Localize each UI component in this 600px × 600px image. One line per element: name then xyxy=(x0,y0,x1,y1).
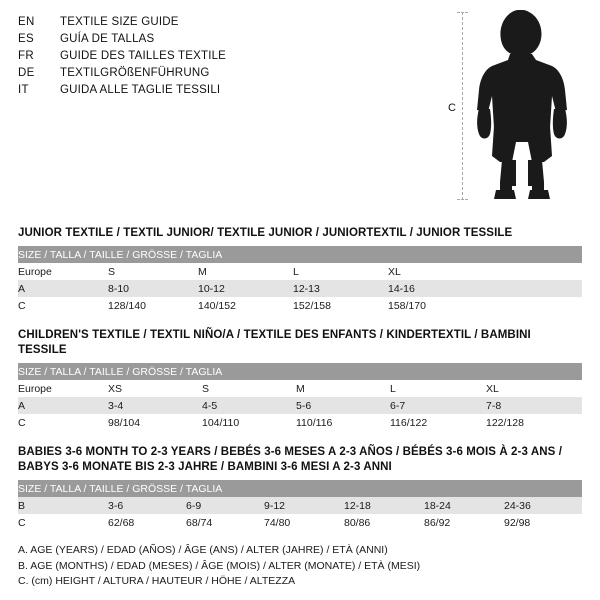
language-title: TEXTILGRÖßENFÜHRUNG xyxy=(60,67,210,79)
cell-size: XL xyxy=(388,263,483,280)
language-code: IT xyxy=(18,84,29,96)
cell-value: 5-6 xyxy=(296,397,390,414)
cell-value: 3-6 xyxy=(108,497,186,514)
cell-region-label: Europe xyxy=(18,380,108,397)
language-title: GUÍA DE TALLAS xyxy=(60,33,155,45)
language-code: ES xyxy=(18,33,34,45)
cell-size: M xyxy=(198,263,293,280)
cell-value: 98/104 xyxy=(108,414,202,431)
legend-line-a: A. AGE (YEARS) / EDAD (AÑOS) / ÂGE (ANS) / ALTER (JAHRE) / ETÀ (ANNI) xyxy=(18,544,388,556)
table-head-label: SIZE / TALLA / TAILLE / GRÖSSE / TAGLIA xyxy=(18,480,582,497)
table-row xyxy=(18,397,582,414)
section-babies xyxy=(18,445,582,531)
cell-size: L xyxy=(293,263,388,280)
height-measure-figure xyxy=(448,10,598,205)
language-title: TEXTILE SIZE GUIDE xyxy=(60,16,179,28)
section-title: JUNIOR TEXTILE / TEXTIL JUNIOR/ TEXTILE JUNIOR / JUNIORTEXTIL / JUNIOR TESSILE xyxy=(18,227,513,239)
figure-area xyxy=(428,14,582,204)
cell-value: 116/122 xyxy=(390,414,486,431)
measure-bottom-cap xyxy=(457,199,468,200)
cell-value: 74/80 xyxy=(264,514,344,531)
cell-value: 10-12 xyxy=(198,280,293,297)
cell-size: XS xyxy=(108,380,202,397)
row-label-a: A xyxy=(18,280,108,297)
cell-value: 158/170 xyxy=(388,297,483,314)
table-head-label: SIZE / TALLA / TAILLE / GRÖSSE / TAGLIA xyxy=(18,246,582,263)
language-row xyxy=(18,14,428,31)
table-head-label: SIZE / TALLA / TAILLE / GRÖSSE / TAGLIA xyxy=(18,363,582,380)
cell-value: 4-5 xyxy=(202,397,296,414)
cell-value: 68/74 xyxy=(186,514,264,531)
cell-value: 12-13 xyxy=(293,280,388,297)
legend xyxy=(18,543,582,590)
cell-value: 7-8 xyxy=(486,397,582,414)
cell-value: 86/92 xyxy=(424,514,504,531)
cell-value: 18-24 xyxy=(424,497,504,514)
cell-value: 140/152 xyxy=(198,297,293,314)
row-label-c: C xyxy=(18,297,108,314)
language-title: GUIDE DES TAILLES TEXTILE xyxy=(60,50,227,62)
row-label-a: A xyxy=(18,397,108,414)
cell-size: M xyxy=(296,380,390,397)
cell-value: 104/110 xyxy=(202,414,296,431)
cell-size: L xyxy=(390,380,486,397)
cell-size: S xyxy=(108,263,198,280)
language-row xyxy=(18,48,428,65)
children-size-table xyxy=(18,363,582,431)
language-title: GUIDA ALLE TAGLIE TESSILI xyxy=(60,84,221,96)
cell-value: 3-4 xyxy=(108,397,202,414)
table-row xyxy=(18,263,582,280)
section-children xyxy=(18,328,582,431)
measure-label-c: C xyxy=(448,102,456,114)
cell-value: 24-36 xyxy=(504,497,582,514)
language-title-list xyxy=(18,14,428,99)
section-title: BABIES 3-6 MONTH TO 2-3 YEARS / BEBÉS 3-6 MESES A 2-3 AÑOS / BÉBÉS 3-6 MOIS À 2-3 ANS / BABYS 3-6 MONATE BIS 2-3 JAHRE / BAMBINI 3-6 MESI A 2-3 ANNI xyxy=(18,446,562,473)
language-row xyxy=(18,31,428,48)
cell-value: 9-12 xyxy=(264,497,344,514)
row-label-c: C xyxy=(18,514,108,531)
table-row xyxy=(18,297,582,314)
table-row xyxy=(18,514,582,531)
cell-value: 128/140 xyxy=(108,297,198,314)
cell-value: 12-18 xyxy=(344,497,424,514)
cell-value: 62/68 xyxy=(108,514,186,531)
table-head-row xyxy=(18,363,582,380)
cell-value: 8-10 xyxy=(108,280,198,297)
cell-size: XL xyxy=(486,380,582,397)
cell-value: 122/128 xyxy=(486,414,582,431)
language-code: FR xyxy=(18,50,34,62)
junior-size-table xyxy=(18,246,582,314)
language-code: DE xyxy=(18,67,35,79)
cell-value: 80/86 xyxy=(344,514,424,531)
cell-value: 152/158 xyxy=(293,297,388,314)
language-row xyxy=(18,82,428,99)
header xyxy=(18,14,582,204)
language-code: EN xyxy=(18,16,35,28)
cell-value: 6-7 xyxy=(390,397,486,414)
table-row xyxy=(18,414,582,431)
measure-dashed-line xyxy=(462,12,463,200)
row-label-c: C xyxy=(18,414,108,431)
legend-line-b: B. AGE (MONTHS) / EDAD (MESES) / ÂGE (MOIS) / ALTER (MONATE) / ETÀ (MESI) xyxy=(18,559,421,572)
legend-line-c: C. (cm) HEIGHT / ALTURA / HAUTEUR / HÖHE / ALTEZZA xyxy=(18,575,296,587)
cell-region-label: Europe xyxy=(18,263,108,280)
language-row xyxy=(18,65,428,82)
section-title: CHILDREN'S TEXTILE / TEXTIL NIÑO/A / TEXTILE DES ENFANTS / KINDERTEXTIL / BAMBINI TESSILE xyxy=(18,329,531,356)
table-row xyxy=(18,497,582,514)
cell-empty xyxy=(483,263,582,280)
table-head-row xyxy=(18,480,582,497)
section-junior xyxy=(18,226,582,314)
babies-size-table xyxy=(18,480,582,531)
cell-size: S xyxy=(202,380,296,397)
cell-value: 6-9 xyxy=(186,497,264,514)
row-label-b: B xyxy=(18,497,108,514)
cell-value: 14-16 xyxy=(388,280,483,297)
cell-empty xyxy=(483,280,582,297)
cell-value: 110/116 xyxy=(296,414,390,431)
child-silhouette-icon xyxy=(474,10,584,202)
cell-empty xyxy=(483,297,582,314)
table-row xyxy=(18,280,582,297)
table-head-row xyxy=(18,246,582,263)
table-row xyxy=(18,380,582,397)
cell-value: 92/98 xyxy=(504,514,582,531)
